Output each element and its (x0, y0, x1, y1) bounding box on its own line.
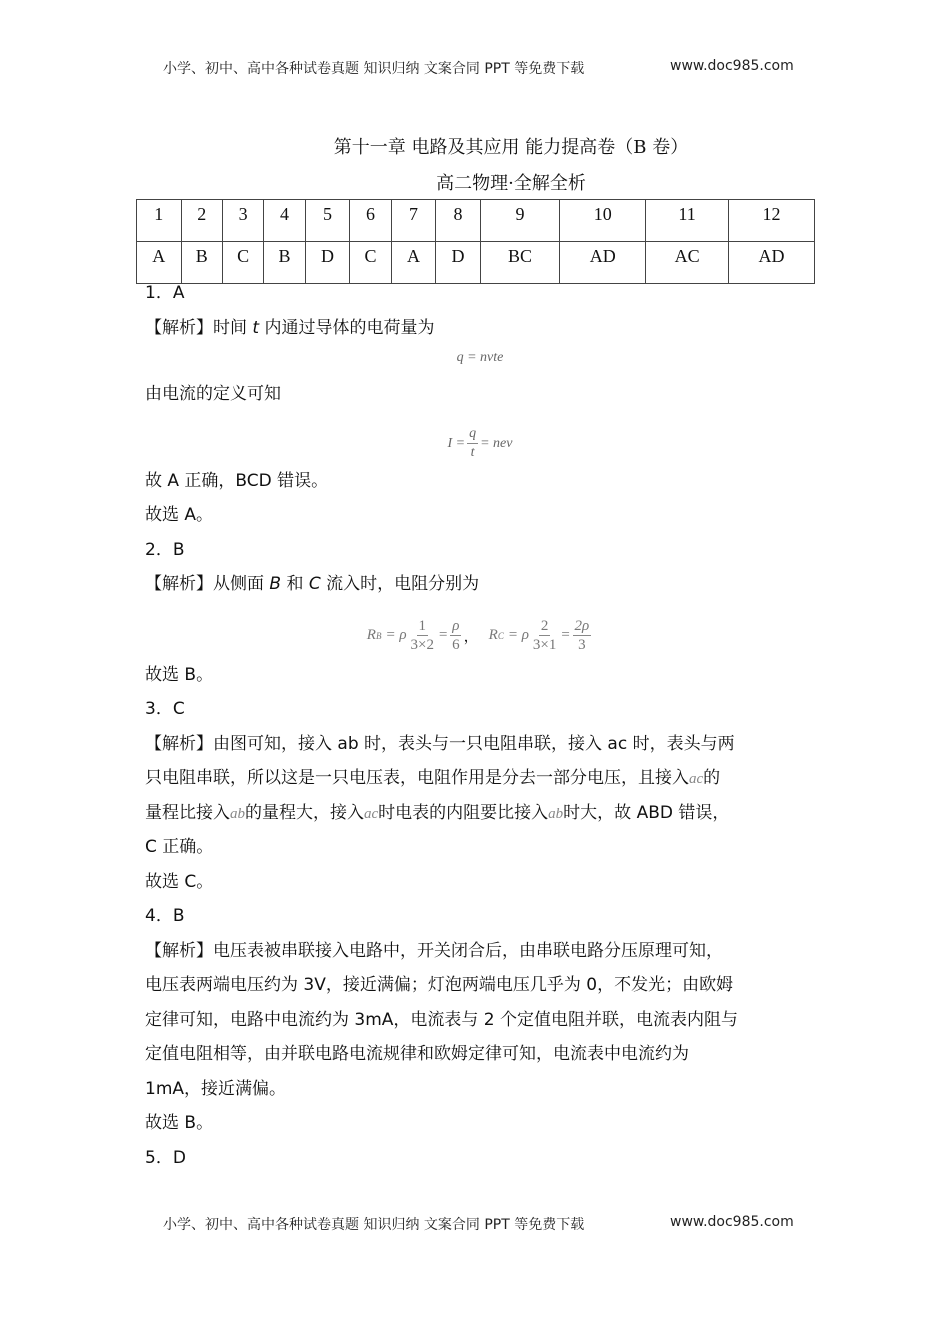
q2-analysis-line (145, 573, 815, 608)
variable-t: t (252, 317, 260, 338)
q4-analysis-line-3: 定律可知，电路中电流约为 3mA，电流表与 2 个定值电阻并联，电流表内阻与 (145, 1009, 739, 1030)
answer-cell: D (436, 242, 481, 284)
q4-choice: 故选 B。 (145, 1113, 214, 1133)
question-number: 11 (646, 200, 729, 242)
question-number: 1 (137, 200, 182, 242)
denominator: 3 (578, 637, 586, 653)
solutions-body (145, 282, 815, 1181)
q3-analysis-line-4: C 正确。 (145, 837, 214, 857)
eq-equals: = (560, 627, 571, 643)
numerator: 2ρ (574, 618, 590, 634)
question-number: 8 (436, 200, 481, 242)
question-number: 3 (222, 200, 263, 242)
variable-ab: ab (548, 805, 564, 822)
q2-heading: 2．B (145, 539, 185, 560)
numerator: q (467, 425, 478, 444)
fraction (450, 617, 462, 654)
question-number: 4 (264, 200, 305, 242)
q1-current-definition: 由电流的定义可知 (145, 384, 281, 404)
text: 的 (703, 768, 721, 788)
denominator: 3×2 (410, 637, 434, 653)
question-number: 12 (728, 200, 814, 242)
numerator: ρ (452, 618, 460, 634)
text: 时大，故 ABD 错误， (563, 802, 730, 823)
text: 【解析】时间 (145, 317, 253, 338)
q3-heading: 3．C (145, 699, 185, 719)
numerator: 2 (540, 618, 549, 634)
denominator: 6 (452, 637, 460, 653)
answer-cell: B (264, 242, 305, 284)
eq-equals-rho: = ρ (507, 627, 529, 643)
eq-rb: R (366, 627, 376, 643)
answer-table-numbers-row (137, 200, 815, 242)
fraction (573, 617, 592, 654)
header-site-link[interactable]: www.doc985.com (670, 58, 794, 74)
q4-analysis-line-4: 定值电阻相等，由并联电路电流规律和欧姆定律可知，电流表中电流约为 (145, 1044, 689, 1064)
eq-rb-subscript: B (375, 630, 382, 641)
text: 流入时，电阻分别为 (320, 574, 480, 594)
text: 的量程大，接入 (245, 802, 364, 823)
q4-analysis-line-5: 1mA，接近满偏。 (145, 1078, 287, 1099)
answer-cell: D (305, 242, 350, 284)
q4-heading: 4．B (145, 906, 185, 926)
denominator: 3×1 (532, 637, 557, 653)
eq-rc-subscript: C (497, 630, 504, 641)
text: 时电表的内阻要比接入 (378, 802, 549, 823)
text: 内通过导体的电荷量为 (259, 317, 435, 338)
answer-cell: C (350, 242, 391, 284)
text: 【解析】从侧面 (145, 574, 270, 594)
answer-cell: A (391, 242, 436, 284)
answer-cell: BC (480, 242, 560, 284)
footer-site-link[interactable]: www.doc985.com (670, 1214, 794, 1230)
q4-analysis-line-1: 【解析】电压表被串联接入电路中，开关闭合后，由串联电路分压原理可知， (145, 940, 723, 961)
q4-analysis-line-2: 电压表两端电压约为 3V，接近满偏；灯泡两端电压几乎为 0，不发光；由欧姆 (145, 975, 734, 995)
question-number: 10 (560, 200, 646, 242)
fraction (409, 617, 436, 654)
q1-equation-current (145, 418, 815, 470)
q3-analysis-line-1: 【解析】由图可知，接入 ab 时，表头与一只电阻串联，接入 ac 时，表头与两 (145, 733, 735, 754)
answer-cell: C (222, 242, 263, 284)
text: 和 (281, 574, 309, 594)
fraction (531, 617, 558, 654)
eq-lhs: I = (447, 435, 466, 451)
answer-cell: AD (560, 242, 646, 284)
question-number: 6 (350, 200, 391, 242)
eq-equals-rho: = ρ (385, 627, 407, 643)
q1-heading: 1．A (145, 283, 185, 303)
document-subtitle: 高二物理·全解全析 (436, 173, 586, 194)
q1-choice: 故选 A。 (145, 505, 214, 525)
answer-table-answers-row (137, 242, 815, 284)
q1-equation-charge: q = nvte (456, 350, 504, 365)
eq-rc: R (488, 627, 498, 643)
eq-separator: ， (463, 629, 479, 645)
q5-heading: 5．D (145, 1147, 186, 1168)
denominator: t (470, 445, 475, 460)
variable-ab: ab (230, 805, 245, 822)
text: 只电阻串联，所以这是一只电压表，电阻作用是分去一部分电压，且接入 (145, 768, 689, 788)
answer-cell: A (137, 242, 182, 284)
document-title: 第十一章 电路及其应用 能力提高卷（B 卷） (333, 137, 689, 158)
answer-cell: AC (646, 242, 729, 284)
q1-analysis-line (145, 317, 815, 352)
variable-ac: ac (364, 805, 379, 822)
q2-choice: 故选 B。 (145, 664, 214, 685)
eq-rhs: = nev (480, 435, 513, 451)
variable-C: C (308, 574, 321, 594)
q3-analysis-line-3 (145, 802, 815, 837)
question-number: 9 (480, 200, 560, 242)
answer-cell: B (181, 242, 222, 284)
question-number: 5 (305, 200, 350, 242)
variable-ac: ac (689, 771, 704, 787)
eq-equals: = (438, 627, 449, 643)
question-number: 7 (391, 200, 436, 242)
variable-B: B (269, 574, 282, 594)
footer-promo-text: 小学、初中、高中各种试卷真题 知识归纳 文案合同 PPT 等免费下载 (163, 1217, 585, 1233)
q3-analysis-line-2 (145, 767, 815, 802)
numerator: 1 (418, 618, 427, 634)
text: 量程比接入 (145, 802, 230, 823)
q2-equation-resistances (145, 608, 815, 664)
fraction (467, 425, 478, 462)
answer-cell: AD (728, 242, 814, 284)
q3-choice: 故选 C。 (145, 871, 214, 892)
answer-table (136, 199, 815, 284)
header-promo-text: 小学、初中、高中各种试卷真题 知识归纳 文案合同 PPT 等免费下载 (163, 61, 585, 77)
question-number: 2 (181, 200, 222, 242)
q1-conclusion: 故 A 正确，BCD 错误。 (145, 470, 329, 491)
